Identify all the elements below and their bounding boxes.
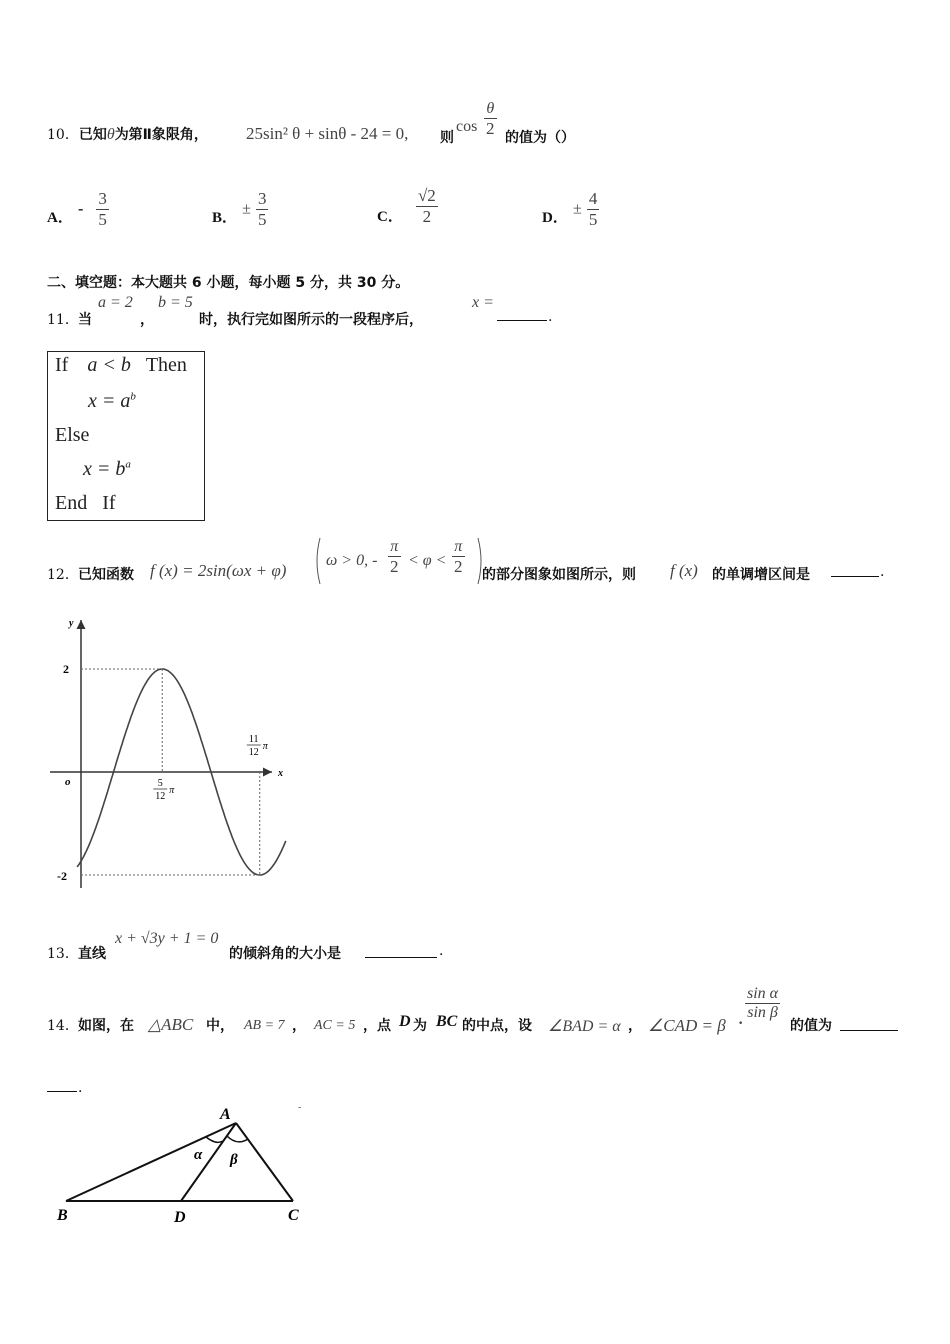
code-assign-1: x = a [88, 390, 131, 412]
q10-option-c[interactable] [377, 186, 438, 226]
x-tick-label-11-12-pi: π [262, 741, 268, 752]
q11-number: 11． [47, 312, 79, 328]
q14-text-a: 如图，在 [78, 1018, 134, 1034]
q10-theta: θ [106, 126, 115, 143]
y-tick-label-min: -2 [57, 869, 67, 883]
code-condition: a < b [87, 354, 131, 376]
q12-lt: < φ < [408, 552, 447, 569]
q10-equation: 25sin² θ + sinθ - 24 = 0, [246, 124, 409, 143]
option-c-den: 2 [422, 206, 432, 226]
q11-program-box [47, 351, 205, 521]
option-a-num: 3 [98, 189, 107, 208]
option-a-sign: - [77, 200, 84, 218]
q12-text-a: 已知函数 [78, 567, 134, 583]
x-tick-label-5-12-num: 5 [157, 778, 163, 789]
q12-cond-a: ω > 0, - [326, 552, 378, 569]
q12-two-1: 2 [390, 557, 399, 577]
beta-label: β [230, 1152, 238, 1168]
q11-answer-blank[interactable] [497, 320, 547, 321]
q10-option-d[interactable] [542, 189, 599, 229]
option-b-fraction [256, 189, 269, 229]
q14-comma-2: ， [628, 1018, 642, 1034]
q14-end: . [78, 1080, 83, 1096]
y-axis-label: y [69, 618, 74, 629]
alpha-label: α [194, 1147, 203, 1163]
angle-beta-arc [227, 1136, 248, 1142]
option-a-label: A． [47, 209, 73, 226]
q12-sine-graph [40, 610, 290, 895]
q10-half-fraction [484, 100, 497, 139]
q12-fx: f (x) [670, 561, 698, 580]
y-tick-label-max: 2 [63, 662, 69, 676]
q14-text-b: 中， [206, 1018, 234, 1034]
code-line-if [55, 354, 187, 377]
origin-label: o [65, 776, 71, 788]
q10-cos: cos [456, 118, 478, 135]
option-b-sign: ± [242, 200, 251, 218]
x-tick-label-11-12-num: 11 [248, 734, 259, 745]
q12-number: 12． [47, 567, 79, 583]
q10-text-b: 为第Ⅱ象限角， [114, 127, 208, 143]
option-a-fraction [96, 189, 109, 229]
q11-x-eq: x = [472, 294, 494, 311]
option-b-num: 3 [257, 189, 267, 208]
code-line-end: End If [55, 492, 116, 514]
q14-ratio-den: sin β [747, 1004, 778, 1022]
q13-end: . [439, 943, 444, 959]
q14-ratio [745, 985, 780, 1023]
option-a-den: 5 [98, 209, 107, 229]
q10-option-b[interactable] [212, 189, 268, 229]
q12-pi-1: π [390, 538, 399, 555]
section2-heading: 二、填空题：本大题共 6 小题，每小题 5 分，共 30 分。 [47, 275, 410, 291]
vertex-c-label: C [288, 1207, 299, 1224]
q10-text-d: 的值为（） [505, 130, 575, 146]
q11-text-a: 当 [78, 312, 92, 328]
q14-text-f: 的值为 [790, 1018, 832, 1034]
q11-text-b: 时，执行完如图所示的一段程序后， [199, 312, 423, 328]
q11-a-eq: a = 2 [98, 294, 133, 311]
q12-answer-blank[interactable] [831, 576, 879, 577]
code-line-else: Else [55, 424, 90, 446]
q14-text-d: 为 [413, 1018, 427, 1034]
q12-text-c: 的单调增区间是 [712, 567, 810, 583]
option-d-fraction [587, 189, 600, 229]
q10-text-a: 已知 [78, 127, 107, 143]
q14-ac: AC = 5 [314, 1018, 356, 1033]
q14-bad: ∠BAD = α [548, 1018, 621, 1035]
q12-neg-pi-half [388, 538, 401, 577]
side-ab [66, 1123, 236, 1201]
q13-number: 13． [47, 946, 79, 962]
q14-d: D [399, 1013, 411, 1030]
q14-ratio-num: sin α [747, 985, 779, 1002]
option-c-label: C． [377, 208, 403, 225]
option-d-label: D． [542, 209, 568, 226]
code-line-assign-1 [88, 390, 136, 413]
q14-triangle-figure [40, 1100, 315, 1230]
q10-text-c: 则 [440, 130, 454, 146]
q13-equation: x + √3y + 1 = 0 [115, 930, 219, 947]
code-then: Then [145, 354, 187, 376]
q11-comma: ， [140, 312, 154, 328]
x-tick-label-5-12-den: 12 [155, 791, 166, 802]
q14-dot: · [738, 1015, 744, 1032]
code-line-assign-2 [83, 458, 131, 481]
q14-cad: ∠CAD = β [648, 1016, 726, 1035]
x-tick-label-11-12-den: 12 [248, 747, 259, 758]
code-assign-2: x = b [83, 458, 126, 480]
q12-end: . [880, 564, 885, 580]
stray-mark: - [298, 1102, 302, 1113]
q10-number: 10． [47, 127, 79, 143]
vertex-a-label: A [220, 1106, 231, 1123]
q13-text-b: 的倾斜角的大小是 [229, 946, 341, 962]
angle-alpha-arc [206, 1137, 223, 1142]
option-b-label: B． [212, 209, 238, 226]
vertex-d-label: D [174, 1209, 186, 1226]
q14-number: 14． [47, 1018, 79, 1034]
q12-pi-2: π [454, 538, 463, 555]
code-exp-1: b [130, 390, 136, 403]
option-b-den: 5 [257, 209, 267, 229]
q14-answer-blank-2[interactable] [47, 1091, 77, 1092]
option-c-fraction [416, 186, 438, 226]
q10-option-a[interactable] [47, 189, 109, 229]
q14-triangle: △ABC [148, 1015, 194, 1034]
q10-half-den: 2 [486, 119, 495, 139]
q10-half-num: θ [486, 100, 495, 117]
q13-answer-blank[interactable] [365, 957, 437, 958]
option-d-num: 4 [588, 189, 598, 208]
x-axis-label: x [278, 768, 283, 779]
code-if: If [55, 354, 69, 376]
q11-end: . [548, 309, 553, 325]
option-d-den: 5 [588, 209, 598, 229]
code-exp-2: a [125, 458, 131, 471]
x-tick-label-5-12-pi: π [169, 785, 175, 796]
option-c-num: √2 [417, 186, 436, 205]
q12-function: f (x) = 2sin(ωx + φ) [150, 561, 287, 580]
q14-bc: BC [436, 1013, 458, 1030]
q14-answer-blank-1[interactable] [840, 1030, 898, 1031]
q14-text-e: 的中点，设 [462, 1018, 532, 1034]
q12-two-2: 2 [454, 557, 463, 577]
q12-text-b: 的部分图象如图所示，则 [482, 567, 636, 583]
q14-text-c: ，点 [363, 1018, 391, 1034]
q12-pi-half [452, 538, 465, 577]
q14-comma-1: ， [292, 1018, 306, 1034]
option-d-sign: ± [572, 200, 582, 218]
q11-b-eq: b = 5 [158, 294, 193, 311]
q13-text-a: 直线 [78, 946, 106, 962]
q10-line [47, 124, 208, 144]
vertex-b-label: B [57, 1207, 68, 1224]
side-ac [236, 1123, 293, 1201]
q14-ab: AB = 7 [244, 1018, 285, 1033]
